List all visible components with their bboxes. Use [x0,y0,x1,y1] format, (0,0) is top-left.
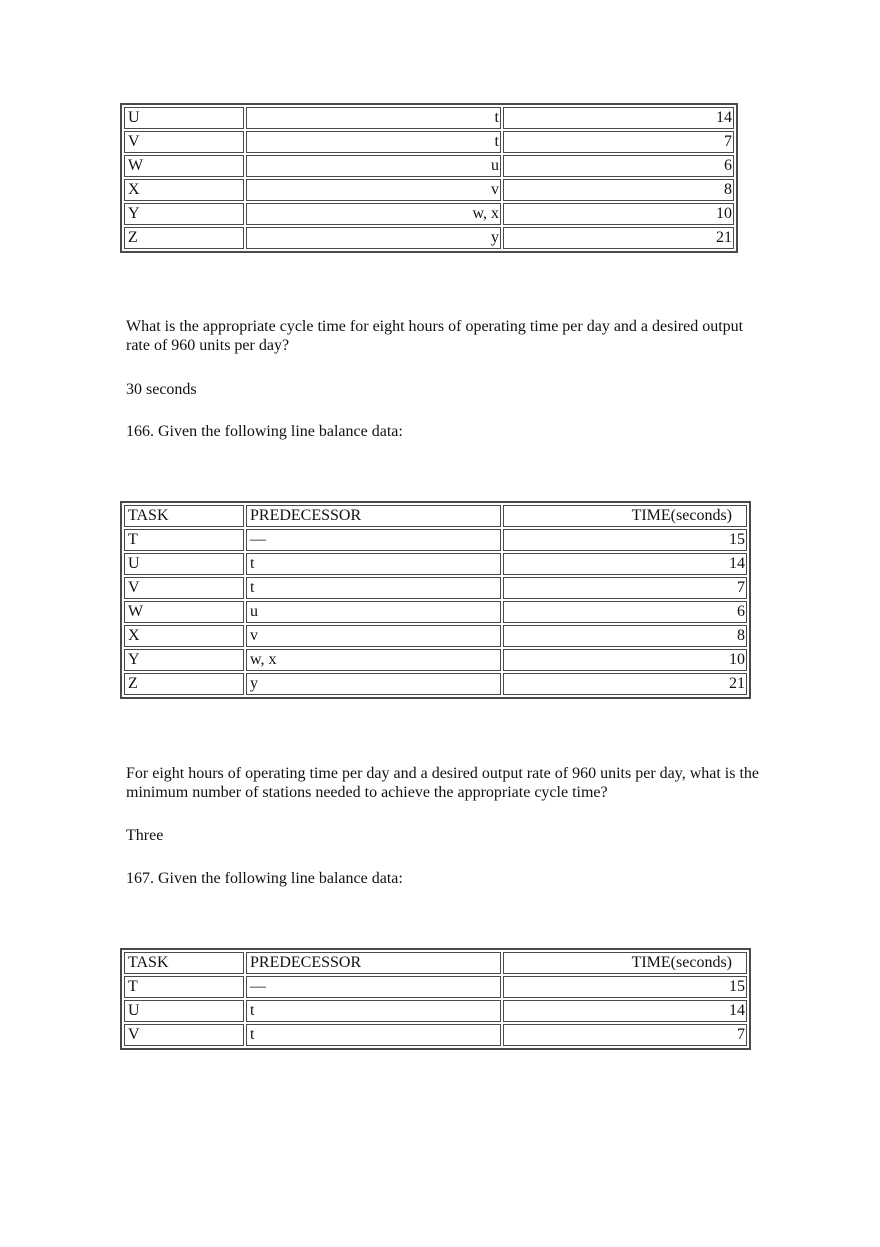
task-cell: W [124,601,244,623]
task-cell: Z [124,227,244,249]
predecessor-cell: y [246,673,501,695]
line-balance-table-166 [120,501,751,699]
task-cell: U [124,553,244,575]
predecessor-cell: w, x [246,649,501,671]
time-cell: 7 [503,577,747,599]
table-row [124,649,747,671]
table-header-row [124,505,747,527]
time-cell: 6 [503,155,734,177]
predecessor-cell: t [246,1024,501,1046]
task-cell: Y [124,649,244,671]
time-cell: 15 [503,976,747,998]
predecessor-cell: t [246,1000,501,1022]
header-predecessor: PREDECESSOR [246,952,501,974]
task-cell: Y [124,203,244,225]
table-row [124,107,734,129]
predecessor-cell: w, x [246,203,501,225]
table-row [124,227,734,249]
task-cell: Z [124,673,244,695]
predecessor-cell: — [246,529,501,551]
predecessor-cell: t [246,131,501,153]
predecessor-cell: t [246,577,501,599]
predecessor-cell: t [246,107,501,129]
predecessor-cell: t [246,553,501,575]
table-row [124,553,747,575]
task-cell: W [124,155,244,177]
time-cell: 14 [503,553,747,575]
time-cell: 7 [503,1024,747,1046]
table-row [124,203,734,225]
table-row [124,131,734,153]
time-cell: 8 [503,179,734,201]
table-row [124,625,747,647]
predecessor-cell: v [246,179,501,201]
header-task: TASK [124,505,244,527]
time-cell: 14 [503,107,734,129]
time-cell: 21 [503,227,734,249]
task-cell: V [124,577,244,599]
time-cell: 10 [503,649,747,671]
line-balance-table-167 [120,948,751,1050]
q166-intro: 166. Given the following line balance data: [126,423,403,440]
task-cell: X [124,625,244,647]
header-time: TIME(seconds) [503,952,747,974]
task-cell: V [124,131,244,153]
line-balance-table-continued [120,103,738,253]
task-cell: T [124,529,244,551]
table-row [124,577,747,599]
predecessor-cell: u [246,155,501,177]
time-cell: 6 [503,601,747,623]
predecessor-cell: u [246,601,501,623]
table-row [124,155,734,177]
table-row [124,673,747,695]
table-row [124,1000,747,1022]
task-cell: X [124,179,244,201]
header-task: TASK [124,952,244,974]
predecessor-cell: — [246,976,501,998]
task-cell: U [124,107,244,129]
table-header-row [124,952,747,974]
q166-answer: Three [126,827,164,844]
time-cell: 15 [503,529,747,551]
q166-question: For eight hours of operating time per day and a desired output rate of 960 units per day, what is the minimum number of stations needed to achieve the appropriate cycle time? [126,765,760,801]
time-cell: 21 [503,673,747,695]
predecessor-cell: y [246,227,501,249]
task-cell: U [124,1000,244,1022]
q165-question: What is the appropriate cycle time for eight hours of operating time per day and a desired output rate of 960 units per day? [126,318,744,354]
time-cell: 10 [503,203,734,225]
q167-intro: 167. Given the following line balance data: [126,870,403,887]
table-row [124,601,747,623]
table-row [124,976,747,998]
table-row [124,529,747,551]
task-cell: T [124,976,244,998]
time-cell: 8 [503,625,747,647]
time-cell: 14 [503,1000,747,1022]
table-row [124,179,734,201]
time-cell: 7 [503,131,734,153]
table-row [124,1024,747,1046]
predecessor-cell: v [246,625,501,647]
task-cell: V [124,1024,244,1046]
header-time: TIME(seconds) [503,505,747,527]
header-predecessor: PREDECESSOR [246,505,501,527]
q165-answer: 30 seconds [126,381,197,398]
